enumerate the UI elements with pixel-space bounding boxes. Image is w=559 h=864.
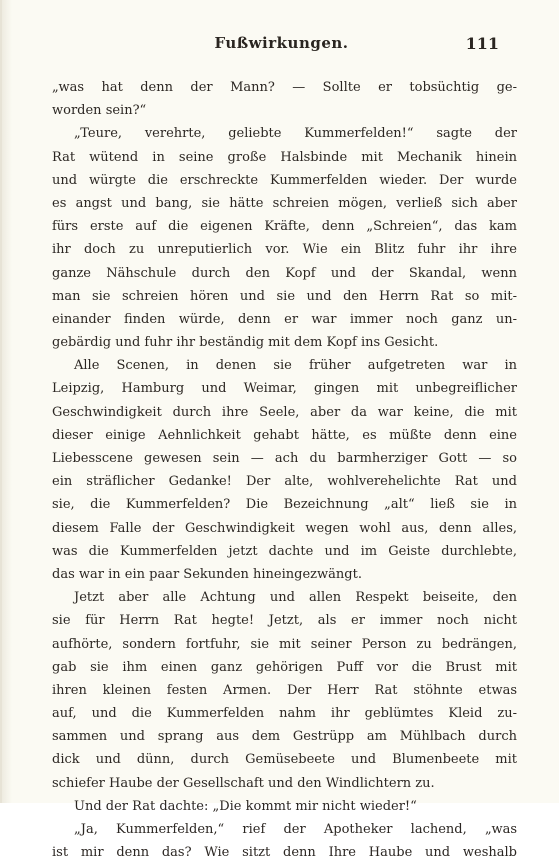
text-line: auf, und die Kummerfelden nahm ihr geblümtes Kleid zu-	[52, 706, 517, 722]
text-line: Liebesscene gewesen sein — ach du barmherziger Gott — so	[52, 451, 517, 466]
text-line: ganze Nähschule durch den Kopf und der Skandal, wenn	[52, 265, 517, 281]
text-line: worden sein?“	[52, 103, 147, 119]
text-line: Geschwindigkeit durch ihre Seele, aber da war keine, die mit	[52, 404, 517, 420]
text-line: dick und dünn, durch Gemüsebeete und Blumenbeete mit	[52, 752, 517, 768]
text-line: „Teure, verehrte, geliebte Kummerfelden!“ sagte der	[74, 126, 517, 142]
text-line: gab sie ihm einen ganz gehörigen Puff vor die Brust mit	[52, 659, 517, 675]
text-line: diesem Falle der Geschwindigkeit wegen wohl aus, denn alles,	[52, 520, 517, 536]
text-line: Leipzig, Hamburg und Weimar, gingen mit unbegreiflicher	[52, 381, 517, 397]
text-line: ihr doch zu unreputierlich vor. Wie ein Blitz fuhr ihr ihre	[52, 242, 517, 258]
text-line: ihren kleinen festen Armen. Der Herr Rat stöhnte etwas	[52, 682, 517, 698]
text-line: aufhörte, sondern fortfuhr, sie mit seiner Person zu bedrängen,	[52, 636, 517, 652]
text-line: das war in ein paar Sekunden hineingezwängt.	[52, 566, 362, 582]
text-line: fürs erste auf die eigenen Kräfte, denn „Schreien“, das kam	[52, 219, 517, 235]
text-line: sie für Herrn Rat hegte! Jetzt, als er immer noch nicht	[52, 613, 517, 629]
text-line: sie, die Kummerfelden? Die Bezeichnung „alt“ ließ sie in	[52, 497, 517, 513]
text-line: Alle Scenen, in denen sie früher aufgetreten war in	[74, 358, 517, 374]
text-line: ist mir denn das? Wie sitzt denn Ihre Haube und weshalb	[52, 845, 517, 861]
text-line: man sie schreien hören und sie und den Herrn Rat so mit-	[52, 288, 517, 304]
text-line: dieser einige Aehnlichkeit gehabt hätte, es müßte denn eine	[52, 427, 517, 443]
text-line: einander finden würde, denn er war immer noch ganz un-	[52, 311, 517, 327]
text-line: gebärdig und fuhr ihr beständig mit dem Kopf ins Gesicht.	[52, 335, 439, 351]
running-head	[2, 34, 559, 58]
text-line: „Ja, Kummerfelden,“ rief der Apotheker lachend, „was	[74, 822, 517, 837]
text-line: Und der Rat dachte: „Die kommt mir nicht wieder!“	[74, 798, 417, 814]
text-line: sammen und sprang aus dem Gestrüpp am Mühlbach durch	[52, 729, 517, 745]
text-line: und würgte die erschreckte Kummerfelden wieder. Der wurde	[52, 172, 517, 188]
text-line: es angst und bang, sie hätte schreien mögen, verließ sich aber	[52, 195, 517, 211]
body-text	[52, 76, 517, 864]
text-line: schiefer Haube der Gesellschaft und den Windlichtern zu.	[52, 775, 435, 791]
text-line: was die Kummerfelden jetzt dachte und im Geiste durchlebte,	[52, 543, 517, 559]
page-number: 111	[465, 34, 499, 53]
text-line: Rat wütend in seine große Halsbinde mit Mechanik hinein	[52, 149, 517, 165]
text-line: Jetzt aber alle Achtung und allen Respekt beiseite, den	[74, 590, 517, 606]
running-title: Fußwirkungen.	[214, 34, 349, 52]
text-line: „was hat denn der Mann? — Sollte er tobsüchtig ge-	[52, 80, 517, 95]
text-line: ein sträflicher Gedanke! Der alte, wohlverehelichte Rat und	[52, 474, 517, 490]
